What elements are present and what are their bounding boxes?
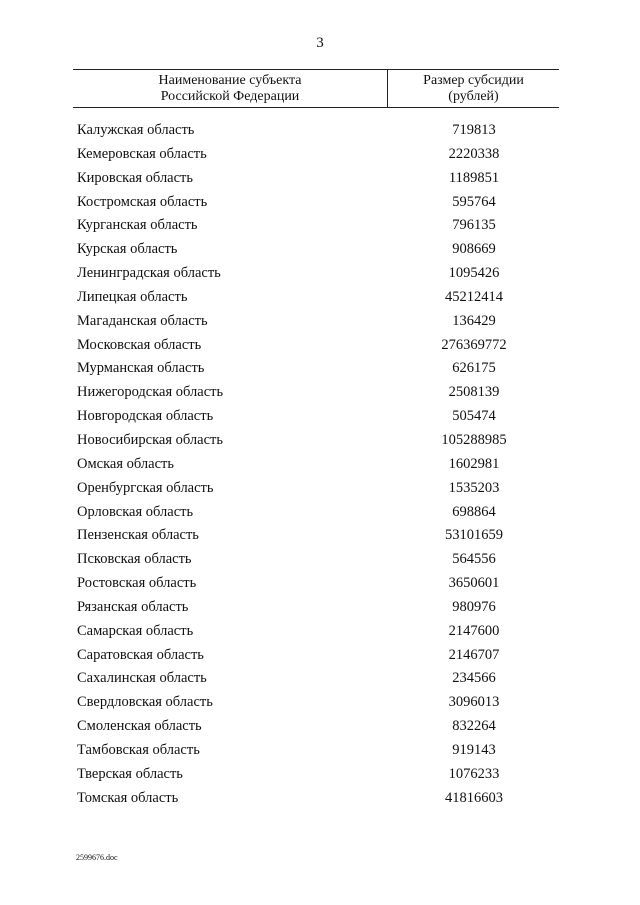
subsidy-amount: 3096013 [448, 694, 500, 711]
subsidy-amount: 719813 [452, 122, 496, 138]
table-row [0, 502, 640, 526]
region-name: Псковская область [77, 551, 192, 568]
subsidy-amount: 1095426 [448, 265, 500, 282]
region-name: Магаданская область [77, 312, 208, 329]
page-number: 3 [316, 35, 324, 51]
table-row [0, 454, 640, 478]
subsidy-amount: 105288985 [441, 431, 507, 448]
subsidy-amount: 980976 [452, 598, 496, 615]
subsidy-amount: 136429 [452, 312, 496, 329]
table-row [0, 549, 640, 573]
subsidy-amount: 2147600 [448, 622, 500, 639]
region-name: Орловская область [77, 503, 194, 520]
region-name: Кировская область [77, 169, 194, 186]
subsidy-amount: 45212414 [445, 288, 503, 305]
subsidy-amount: 908669 [452, 241, 496, 258]
region-name: Московская область [77, 336, 202, 353]
table-row [0, 144, 640, 168]
subsidy-amount: 41816603 [445, 789, 503, 806]
table-row [0, 478, 640, 502]
region-name: Нижегородская область [77, 384, 224, 401]
subsidy-amount: 53101659 [445, 527, 503, 544]
table-row [0, 406, 640, 430]
region-name: Мурманская область [77, 360, 205, 377]
region-name: Рязанская область [77, 598, 189, 615]
region-name: Тверская область [77, 765, 183, 782]
table-row [0, 358, 640, 382]
subsidy-amount: 1076233 [448, 765, 500, 782]
subsidy-amount: 832264 [452, 718, 496, 735]
region-name: Саратовская область [77, 646, 204, 663]
region-name: Кемеровская область [77, 145, 207, 162]
region-name: Новгородская область [77, 408, 214, 425]
table-row [0, 335, 640, 359]
region-name: Ростовская область [77, 575, 197, 592]
subsidy-amount: 505474 [452, 408, 496, 425]
region-name: Оренбургская область [77, 479, 214, 496]
table-row [0, 716, 640, 740]
region-name: Липецкая область [77, 288, 188, 305]
table-row [0, 645, 640, 669]
table-row [0, 788, 640, 812]
subsidy-amount: 919143 [452, 741, 496, 758]
table-row [0, 382, 640, 406]
region-name: Пензенская область [77, 527, 199, 544]
column-header-region [73, 70, 388, 107]
subsidy-amount: 2220338 [448, 145, 500, 162]
region-name: Свердловская область [77, 694, 213, 711]
table-row [0, 525, 640, 549]
table-row [0, 764, 640, 788]
region-name: Сахалинская область [77, 670, 207, 687]
region-name: Тамбовская область [77, 741, 200, 758]
region-name: Ленинградская область [77, 265, 221, 282]
subsidy-amount: 2508139 [448, 384, 500, 401]
subsidy-amount: 1602981 [448, 455, 500, 472]
column-header-subsidy-line1: Размер субсидии [423, 73, 524, 88]
region-name: Костромская область [77, 193, 208, 210]
subsidy-amount: 698864 [452, 503, 496, 520]
table-row [0, 263, 640, 287]
subsidy-amount: 626175 [452, 360, 496, 377]
region-name: Омская область [77, 455, 174, 472]
table-row [0, 740, 640, 764]
subsidy-table-body [0, 120, 640, 811]
region-name: Смоленская область [77, 718, 202, 735]
table-row [0, 311, 640, 335]
subsidy-amount: 595764 [452, 193, 496, 210]
subsidy-amount: 2146707 [448, 646, 500, 663]
subsidy-amount: 234566 [452, 670, 496, 687]
subsidy-amount: 796135 [452, 217, 496, 234]
column-header-subsidy [388, 70, 559, 107]
column-header-region-line2: Российской Федерации [160, 89, 300, 104]
table-row [0, 120, 640, 144]
table-row [0, 287, 640, 311]
table-row [0, 192, 640, 216]
table-row [0, 573, 640, 597]
subsidy-amount: 1189851 [448, 169, 500, 186]
subsidy-amount: 276369772 [441, 336, 507, 353]
region-name: Калужская область [77, 122, 195, 138]
table-row [0, 239, 640, 263]
subsidy-amount: 1535203 [448, 479, 500, 496]
region-name: Новосибирская область [77, 431, 223, 448]
subsidy-amount: 564556 [452, 551, 496, 568]
region-name: Самарская область [77, 622, 194, 639]
table-row [0, 597, 640, 621]
document-filename: 2599676.doc [76, 853, 118, 862]
table-row [0, 430, 640, 454]
table-header [73, 69, 559, 108]
table-row [0, 168, 640, 192]
table-row [0, 668, 640, 692]
column-header-subsidy-line2: (рублей) [448, 89, 499, 104]
region-name: Курганская область [77, 217, 198, 234]
table-row [0, 621, 640, 645]
region-name: Курская область [77, 241, 178, 258]
column-header-region-line1: Наименование субъекта [158, 73, 302, 88]
region-name: Томская область [77, 789, 179, 806]
table-row [0, 692, 640, 716]
subsidy-amount: 3650601 [448, 575, 500, 592]
table-row [0, 215, 640, 239]
